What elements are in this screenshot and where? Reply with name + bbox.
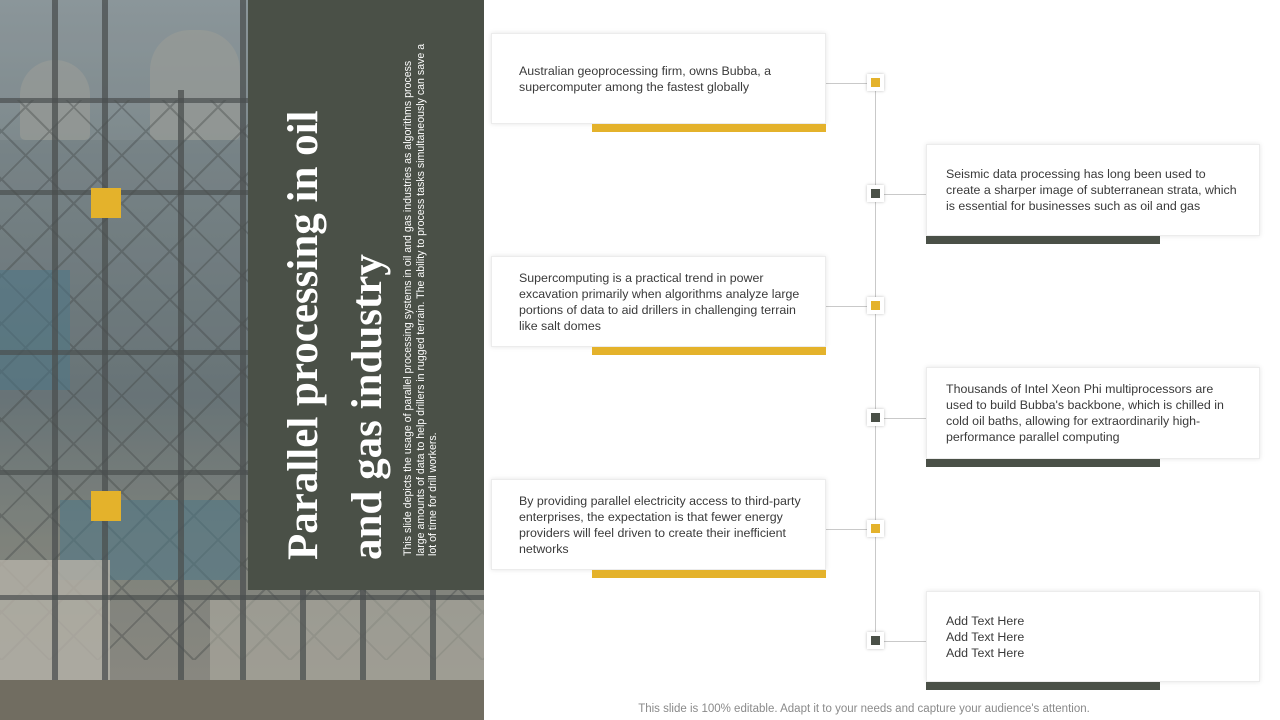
card-text: Thousands of Intel Xeon Phi multiprocessors are used to build Bubba's backbone, which is chilled in cold oil baths, allowing for extraordinarily high-performance parallel computing bbox=[946, 382, 1224, 444]
timeline-node bbox=[867, 520, 884, 537]
timeline-node bbox=[867, 297, 884, 314]
card-accent-bar bbox=[926, 682, 1160, 690]
accent-square-top bbox=[91, 188, 121, 218]
card-accent-bar bbox=[926, 459, 1160, 467]
slide-description: This slide depicts the usage of parallel processing systems in oil and gas industries as algorithms process large amounts of data to help drillers in rugged terrain. The ability to process tasks simultaneously can save a lot of time for drill workers. bbox=[402, 43, 439, 556]
accent-square-bottom bbox=[91, 491, 121, 521]
timeline-node bbox=[867, 409, 884, 426]
card-text: Supercomputing is a practical trend in power excavation primarily when algorithms analyze large portions of data to aid drillers in challenging terrain like salt domes bbox=[519, 270, 800, 333]
placeholder-text[interactable]: Add Text Here bbox=[946, 613, 1025, 628]
placeholder-text[interactable]: Add Text Here bbox=[946, 645, 1025, 660]
placeholder-text[interactable]: Add Text Here bbox=[946, 629, 1025, 644]
card-accent-bar bbox=[592, 570, 826, 578]
info-card-left-2 bbox=[491, 256, 826, 347]
card-accent-bar bbox=[592, 347, 826, 355]
card-accent-bar bbox=[926, 236, 1160, 244]
info-card-right-2 bbox=[926, 367, 1260, 459]
footer-note: This slide is 100% editable. Adapt it to your needs and capture your audience's attention. bbox=[638, 703, 1090, 715]
info-card-left-1 bbox=[491, 33, 826, 124]
timeline-node bbox=[867, 185, 884, 202]
card-text: Seismic data processing has long been used to create a sharper image of subterranean strata, which is essential for businesses such as oil and gas bbox=[946, 167, 1237, 213]
info-card-left-3 bbox=[491, 479, 826, 570]
timeline-spine bbox=[875, 83, 876, 643]
card-text: Australian geoprocessing firm, owns Bubba, a supercomputer among the fastest globally bbox=[519, 63, 772, 94]
placeholder-card[interactable] bbox=[926, 591, 1260, 682]
card-accent-bar bbox=[592, 124, 826, 132]
timeline-node bbox=[867, 74, 884, 91]
slide-title: Parallel processing in oil and gas industry bbox=[280, 110, 391, 560]
info-card-right-1 bbox=[926, 144, 1260, 236]
timeline-node bbox=[867, 632, 884, 649]
card-text: By providing parallel electricity access to third-party enterprises, the expectation is that fewer energy providers will feel driven to create their inefficient networks bbox=[519, 493, 801, 556]
